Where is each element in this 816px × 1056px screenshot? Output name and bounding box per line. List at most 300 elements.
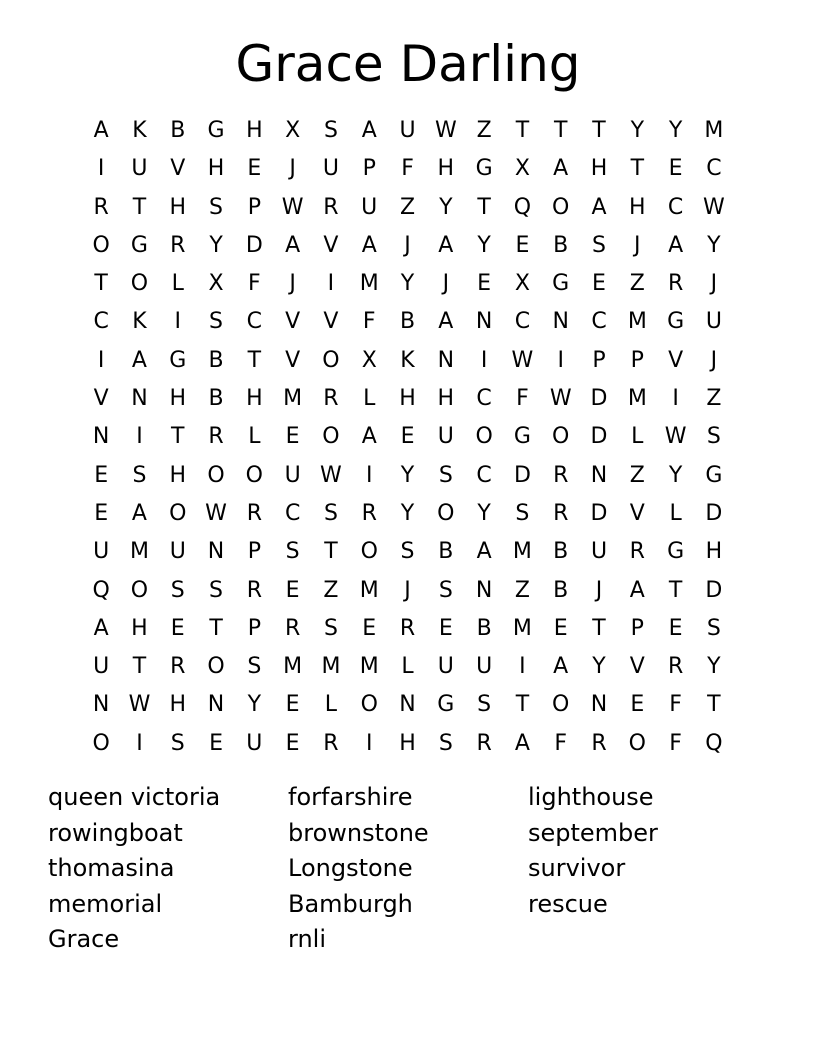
grid-letter: T xyxy=(324,539,338,565)
grid-letter: A xyxy=(285,232,301,258)
grid-letter: X xyxy=(208,271,224,297)
word-item: lighthouse xyxy=(528,783,654,811)
grid-letter: I xyxy=(136,424,143,450)
grid-letter: C xyxy=(667,194,684,220)
grid-letter: W xyxy=(128,692,151,718)
grid-letter: O xyxy=(360,692,378,718)
grid-letter: F xyxy=(248,271,261,297)
grid-letter: O xyxy=(322,347,340,373)
grid-letter: G xyxy=(667,309,685,335)
grid-row xyxy=(82,686,733,724)
grid-letter: U xyxy=(246,730,263,756)
grid-letter: V xyxy=(323,232,339,258)
word-item: thomasina xyxy=(48,854,175,883)
grid-letter: S xyxy=(706,615,721,641)
grid-letter: H xyxy=(169,462,187,488)
grid-letter: S xyxy=(515,500,530,526)
grid-letter: F xyxy=(669,730,682,756)
grid-letter: B xyxy=(476,615,492,641)
grid-letter: A xyxy=(476,539,492,565)
grid-letter: S xyxy=(706,424,721,450)
grid-row xyxy=(82,495,733,533)
grid-letter: A xyxy=(131,500,147,526)
grid-letter: E xyxy=(668,156,683,182)
grid-letter: G xyxy=(475,156,493,182)
grid-letter: M xyxy=(359,271,379,297)
grid-letter: A xyxy=(668,232,684,258)
grid-letter: R xyxy=(667,271,684,297)
grid-letter: S xyxy=(132,462,147,488)
grid-letter: Z xyxy=(706,386,722,412)
grid-letter: M xyxy=(283,654,303,680)
grid-letter: N xyxy=(552,309,569,335)
grid-letter: H xyxy=(590,156,608,182)
grid-letter: I xyxy=(97,156,105,182)
grid-row xyxy=(82,610,733,648)
grid-letter: P xyxy=(247,194,261,220)
grid-letter: O xyxy=(628,730,646,756)
grid-letter: K xyxy=(400,347,415,373)
grid-letter: G xyxy=(552,271,570,297)
grid-letter: B xyxy=(208,386,224,412)
grid-letter: G xyxy=(130,232,148,258)
grid-letter: L xyxy=(631,424,644,450)
grid-letter: C xyxy=(246,309,263,335)
grid-letter: P xyxy=(247,539,261,565)
grid-row xyxy=(82,150,733,188)
grid-letter: I xyxy=(557,347,564,373)
grid-letter: E xyxy=(285,692,300,718)
grid-letter: M xyxy=(359,577,379,603)
grid-letter: J xyxy=(404,577,411,603)
grid-letter: L xyxy=(401,654,414,680)
grid-letter: S xyxy=(592,232,606,258)
grid-letter: O xyxy=(552,194,570,220)
grid-letter: Y xyxy=(668,118,683,143)
grid-letter: T xyxy=(477,194,491,220)
grid-letter: Y xyxy=(707,232,721,258)
word-column xyxy=(288,780,528,958)
grid-row xyxy=(82,457,733,495)
grid-letter: R xyxy=(591,730,607,756)
grid-letter: S xyxy=(170,730,185,756)
grid-letter: W xyxy=(205,500,227,526)
word-item: Longstone xyxy=(288,854,413,883)
grid-letter: R xyxy=(323,730,339,756)
grid-letter: P xyxy=(630,347,644,373)
grid-letter: O xyxy=(360,539,378,565)
grid-row xyxy=(82,725,733,763)
grid-letter: D xyxy=(590,424,608,450)
grid-letter: H xyxy=(399,386,416,412)
grid-letter: U xyxy=(476,654,493,680)
grid-letter: A xyxy=(514,730,530,756)
grid-letter: S xyxy=(323,118,338,143)
grid-letter: L xyxy=(248,424,261,450)
grid-row xyxy=(82,189,733,227)
grid-row xyxy=(82,648,733,686)
word-item: forfarshire xyxy=(288,783,413,811)
grid-letter: E xyxy=(362,615,377,641)
grid-letter: P xyxy=(592,347,606,373)
grid-letter: E xyxy=(515,232,530,258)
grid-letter: W xyxy=(320,462,342,488)
grid-letter: Z xyxy=(629,462,645,488)
grid-letter: A xyxy=(629,577,645,603)
grid-letter: M xyxy=(627,309,647,335)
grid-letter: A xyxy=(361,424,377,450)
grid-letter: R xyxy=(629,539,645,565)
grid-row xyxy=(82,303,733,341)
grid-letter: O xyxy=(92,730,110,756)
grid-letter: Y xyxy=(707,654,721,680)
grid-letter: P xyxy=(630,615,644,641)
grid-letter: I xyxy=(480,347,488,373)
grid-letter: J xyxy=(289,271,296,297)
grid-letter: U xyxy=(93,654,110,680)
grid-letter: Y xyxy=(400,462,415,488)
grid-letter: X xyxy=(361,347,377,373)
grid-letter: U xyxy=(437,424,454,450)
grid-letter: L xyxy=(363,386,376,412)
grid-letter: T xyxy=(515,118,530,143)
grid-letter: M xyxy=(359,654,379,680)
grid-letter: E xyxy=(209,730,223,756)
grid-letter: E xyxy=(170,615,185,641)
grid-letter: J xyxy=(710,271,718,297)
grid-letter: V xyxy=(170,156,186,182)
grid-letter: G xyxy=(437,692,455,718)
grid-letter: P xyxy=(247,615,261,641)
word-item: memorial xyxy=(48,889,163,918)
grid-letter: H xyxy=(629,194,646,220)
word-column xyxy=(528,780,768,958)
grid-letter: T xyxy=(515,692,530,718)
grid-letter: S xyxy=(477,692,492,718)
grid-letter: N xyxy=(92,692,110,718)
grid-letter: X xyxy=(514,271,530,297)
grid-letter: O xyxy=(207,654,225,680)
grid-letter: W xyxy=(549,386,572,412)
grid-letter: E xyxy=(400,424,415,450)
grid-letter: R xyxy=(553,462,569,488)
grid-letter: U xyxy=(169,539,186,565)
grid-letter: C xyxy=(514,309,531,335)
grid-letter: N xyxy=(475,309,493,335)
grid-letter: A xyxy=(553,156,569,182)
grid-letter: G xyxy=(705,462,723,488)
grid-letter: R xyxy=(93,194,109,220)
grid-letter: A xyxy=(361,232,377,258)
grid-letter: O xyxy=(169,500,187,526)
grid-letter: Y xyxy=(668,462,683,488)
word-search-grid xyxy=(82,112,733,763)
grid-letter: Y xyxy=(247,692,262,718)
grid-letter: V xyxy=(629,500,645,526)
grid-letter: N xyxy=(475,577,493,603)
grid-letter: G xyxy=(207,118,225,143)
grid-letter: W xyxy=(281,194,304,220)
grid-letter: H xyxy=(399,730,416,756)
grid-letter: H xyxy=(169,386,187,412)
grid-letter: U xyxy=(590,539,608,565)
grid-letter: H xyxy=(437,386,455,412)
grid-letter: S xyxy=(285,539,300,565)
grid-letter: S xyxy=(209,194,224,220)
grid-letter: Q xyxy=(513,194,532,220)
grid-letter: I xyxy=(136,730,143,756)
grid-letter: S xyxy=(400,539,415,565)
grid-letter: N xyxy=(207,692,225,718)
grid-letter: M xyxy=(704,118,724,143)
grid-letter: A xyxy=(361,118,377,143)
grid-letter: G xyxy=(513,424,531,450)
grid-letter: E xyxy=(285,577,300,603)
grid-letter: T xyxy=(553,118,568,143)
grid-letter: J xyxy=(595,577,603,603)
grid-letter: R xyxy=(170,654,186,680)
word-item: Grace xyxy=(48,925,120,954)
grid-letter: E xyxy=(630,692,645,718)
grid-letter: I xyxy=(365,462,373,488)
grid-row xyxy=(82,112,733,150)
grid-letter: X xyxy=(514,156,530,182)
grid-letter: Y xyxy=(400,500,415,526)
word-item: rescue xyxy=(528,889,608,918)
grid-letter: W xyxy=(511,347,534,373)
grid-letter: S xyxy=(209,309,224,335)
grid-letter: A xyxy=(131,347,147,373)
grid-letter: U xyxy=(399,118,416,143)
grid-letter: S xyxy=(323,500,338,526)
grid-letter: O xyxy=(437,500,455,526)
grid-letter: J xyxy=(634,232,641,258)
word-item: brownstone xyxy=(288,818,429,847)
grid-letter: V xyxy=(93,386,109,412)
grid-letter: A xyxy=(591,194,607,220)
grid-letter: B xyxy=(553,232,569,258)
grid-letter: D xyxy=(590,500,608,526)
grid-letter: U xyxy=(322,156,339,182)
grid-letter: B xyxy=(438,539,454,565)
grid-letter: P xyxy=(362,156,376,182)
grid-letter: V xyxy=(285,347,301,373)
grid-letter: S xyxy=(247,654,262,680)
grid-letter: C xyxy=(591,309,607,335)
grid-letter: Y xyxy=(477,232,491,258)
word-item: queen victoria xyxy=(48,783,221,811)
grid-letter: J xyxy=(289,156,296,182)
grid-letter: U xyxy=(437,654,454,680)
grid-row xyxy=(82,380,733,418)
grid-letter: M xyxy=(512,615,532,641)
grid-letter: D xyxy=(705,500,723,526)
grid-letter: A xyxy=(438,309,454,335)
grid-letter: D xyxy=(705,577,723,603)
grid-letter: T xyxy=(592,615,606,641)
grid-letter: O xyxy=(552,692,570,718)
grid-row xyxy=(82,418,733,456)
grid-letter: J xyxy=(404,232,411,258)
grid-letter: X xyxy=(285,118,301,143)
grid-letter: E xyxy=(247,156,262,182)
word-item: rowingboat xyxy=(48,818,183,847)
grid-letter: N xyxy=(437,347,455,373)
grid-letter: K xyxy=(132,118,147,143)
grid-letter: Y xyxy=(630,118,645,143)
grid-letter: V xyxy=(323,309,339,335)
grid-letter: I xyxy=(672,386,679,412)
grid-letter: N xyxy=(590,692,608,718)
grid-row xyxy=(82,572,733,610)
grid-letter: C xyxy=(284,500,301,526)
grid-letter: I xyxy=(519,654,526,680)
grid-letter: Q xyxy=(705,730,723,756)
grid-letter: O xyxy=(475,424,493,450)
grid-letter: U xyxy=(705,309,722,335)
grid-letter: W xyxy=(664,424,687,450)
grid-letter: R xyxy=(208,424,224,450)
grid-letter: B xyxy=(170,118,186,143)
grid-letter: W xyxy=(434,118,457,143)
grid-letter: M xyxy=(321,654,341,680)
word-item: september xyxy=(528,818,658,847)
grid-row xyxy=(82,265,733,303)
grid-letter: E xyxy=(477,271,492,297)
grid-letter: T xyxy=(209,615,223,641)
grid-letter: C xyxy=(476,462,492,488)
grid-letter: E xyxy=(438,615,453,641)
grid-letter: H xyxy=(705,539,723,565)
grid-letter: S xyxy=(438,577,453,603)
grid-letter: H xyxy=(246,118,263,143)
word-item: survivor xyxy=(528,854,626,883)
grid-letter: Z xyxy=(323,577,339,603)
grid-letter: C xyxy=(706,156,722,182)
grid-letter: A xyxy=(93,615,109,641)
grid-letter: I xyxy=(174,309,181,335)
grid-letter: N xyxy=(590,462,608,488)
grid-letter: E xyxy=(94,462,109,488)
grid-letter: E xyxy=(553,615,568,641)
grid-letter: R xyxy=(246,577,262,603)
grid-letter: S xyxy=(209,577,224,603)
grid-letter: F xyxy=(516,386,529,412)
grid-letter: W xyxy=(703,194,725,220)
grid-letter: D xyxy=(590,386,608,412)
grid-letter: L xyxy=(324,692,338,718)
grid-letter: E xyxy=(592,271,606,297)
grid-letter: G xyxy=(667,539,685,565)
grid-letter: B xyxy=(399,309,416,335)
grid-letter: E xyxy=(285,730,300,756)
grid-letter: Y xyxy=(592,654,606,680)
grid-letter: M xyxy=(627,386,647,412)
grid-row xyxy=(82,227,733,265)
grid-letter: T xyxy=(132,654,147,680)
grid-letter: A xyxy=(93,118,109,143)
grid-row xyxy=(82,342,733,380)
grid-letter: O xyxy=(92,232,110,258)
grid-letter: E xyxy=(668,615,683,641)
grid-letter: Z xyxy=(476,118,492,143)
word-item: rnli xyxy=(288,925,326,954)
grid-letter: B xyxy=(553,577,569,603)
grid-letter: V xyxy=(285,309,301,335)
grid-letter: O xyxy=(245,462,263,488)
grid-letter: H xyxy=(207,156,225,182)
grid-letter: Y xyxy=(209,232,223,258)
grid-letter: R xyxy=(170,232,186,258)
grid-letter: F xyxy=(669,692,682,718)
grid-letter: U xyxy=(131,156,148,182)
grid-letter: B xyxy=(208,347,224,373)
grid-letter: C xyxy=(93,309,109,335)
page-title: Grace Darling xyxy=(235,35,581,93)
grid-letter: I xyxy=(327,271,335,297)
grid-letter: E xyxy=(94,500,109,526)
grid-letter: N xyxy=(399,692,416,718)
grid-letter: R xyxy=(284,615,301,641)
grid-letter: O xyxy=(130,271,149,297)
grid-row xyxy=(82,533,733,571)
grid-letter: T xyxy=(247,347,262,373)
grid-letter: G xyxy=(169,347,187,373)
grid-letter: F xyxy=(554,730,568,756)
grid-letter: F xyxy=(362,309,376,335)
word-item: Bamburgh xyxy=(288,889,413,918)
grid-letter: J xyxy=(442,271,450,297)
grid-letter: O xyxy=(322,424,340,450)
grid-letter: O xyxy=(130,577,149,603)
grid-letter: M xyxy=(283,386,303,412)
grid-letter: S xyxy=(170,577,185,603)
grid-letter: T xyxy=(668,577,683,603)
grid-letter: O xyxy=(207,462,225,488)
grid-letter: I xyxy=(97,347,105,373)
grid-letter: N xyxy=(92,424,110,450)
grid-letter: T xyxy=(592,118,606,143)
grid-letter: Z xyxy=(399,194,416,220)
grid-letter: O xyxy=(552,424,570,450)
grid-letter: T xyxy=(707,692,721,718)
grid-letter: R xyxy=(399,615,416,641)
grid-letter: T xyxy=(94,271,108,297)
grid-letter: T xyxy=(171,424,185,450)
word-column xyxy=(48,780,288,958)
grid-letter: R xyxy=(246,500,262,526)
grid-letter: J xyxy=(710,347,718,373)
grid-letter: R xyxy=(476,730,492,756)
grid-letter: N xyxy=(131,386,148,412)
grid-letter: M xyxy=(512,539,532,565)
grid-letter: H xyxy=(169,194,187,220)
grid-letter: R xyxy=(323,386,339,412)
grid-letter: U xyxy=(93,539,110,565)
grid-letter: S xyxy=(438,730,453,756)
grid-letter: F xyxy=(401,156,414,182)
grid-letter: Y xyxy=(439,194,453,220)
grid-letter: D xyxy=(513,462,531,488)
grid-letter: Y xyxy=(400,271,415,297)
grid-letter: L xyxy=(669,500,682,526)
grid-letter: U xyxy=(361,194,378,220)
grid-letter: S xyxy=(438,462,453,488)
grid-letter: R xyxy=(323,194,339,220)
grid-letter: Q xyxy=(92,577,110,603)
word-bank xyxy=(48,780,768,958)
grid-letter: R xyxy=(553,500,569,526)
